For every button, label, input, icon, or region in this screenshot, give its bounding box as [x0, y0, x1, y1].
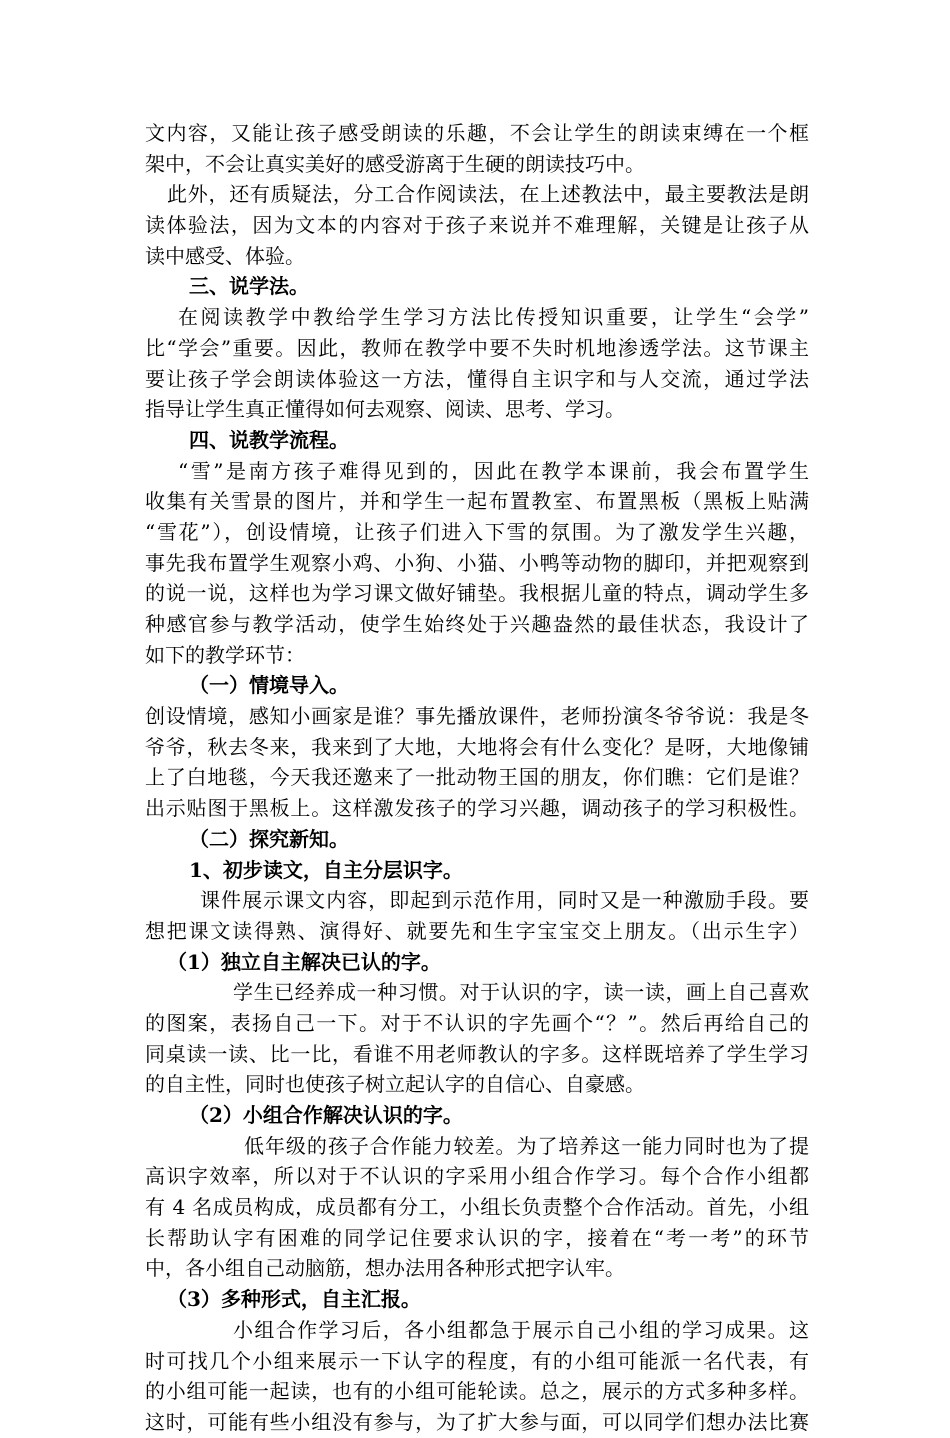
document-page [145, 118, 809, 1438]
text-line: 架中，不会让真实美好的感受游离于生硬的朗读技巧中。 [145, 151, 645, 176]
text-line: 事先我布置学生观察小鸡、小狗、小猫、小鸭等动物的脚印，并把观察到 [145, 550, 809, 575]
text-line: 学生已经养成一种习惯。对于认识的字，读一读，画上自己喜欢 [233, 980, 809, 1005]
text-line: 时可找几个小组来展示一下认字的程度，有的小组可能派一名代表，有 [145, 1348, 809, 1373]
section-heading: 三、说学法。 [189, 274, 309, 299]
text-line: 在阅读教学中教给学生学习方法比传授知识重要，让学生“会学” [178, 305, 809, 330]
text-line: 读中感受、体验。 [145, 243, 305, 268]
text-line: 种感官参与教学活动，使学生始终处于兴趣盎然的最佳状态，我设计了 [145, 612, 809, 636]
text-line: 想把课文读得熟、演得好、就要先和生字宝宝交上朋友。（出示生字） [145, 918, 809, 943]
text-line: 爷爷，秋去冬来，我来到了大地，大地将会有什么变化？是呀，大地像铺 [145, 734, 809, 759]
text-line: 此外，还有质疑法，分工合作阅读法，在上述教法中，最主要教法是朗 [167, 182, 809, 207]
section-heading: 1、初步读文，自主分层识字。 [189, 857, 463, 882]
section-heading: （2）小组合作解决认识的字。 [189, 1103, 463, 1127]
text-line: 课件展示课文内容，即起到示范作用，同时又是一种激励手段。要 [200, 888, 809, 913]
text-line: 指导让学生真正懂得如何去观察、阅读、思考、学习。 [145, 397, 625, 422]
section-heading: 四、说教学流程。 [189, 427, 349, 452]
section-heading: （二）探究新知。 [189, 826, 349, 851]
text-line: 低年级的孩子合作能力较差。为了培养这一能力同时也为了提 [244, 1133, 809, 1158]
text-line: 读体验法，因为文本的内容对于孩子来说并不难理解，关键是让孩子从 [145, 213, 809, 238]
section-heading: （一）情境导入。 [189, 673, 349, 698]
text-line: 中，各小组自己动脑筋，想办法用各种形式把字认牢。 [145, 1256, 625, 1281]
text-line: 收集有关雪景的图片，并和学生一起布置教室、布置黑板（黑板上贴满 [145, 489, 809, 514]
text-line: 的说一说，这样也为学习课文做好铺垫。我根据儿童的特点，调动学生多 [145, 581, 809, 606]
text-line: 长帮助认字有困难的同学记住要求认识的字，接着在“考一考”的环节 [145, 1225, 809, 1250]
text-line: 出示贴图于黑板上。这样激发孩子的学习兴趣，调动孩子的学习积极性。 [145, 796, 809, 821]
text-line: 要让孩子学会朗读体验这一方法，懂得自主识字和与人交流，通过学法 [145, 366, 809, 391]
text-line: 小组合作学习后，各小组都急于展示自己小组的学习成果。这 [233, 1317, 809, 1342]
text-line: 有 4 名成员构成，成员都有分工，小组长负责整个合作活动。首先，小组 [145, 1195, 809, 1220]
text-line: “雪花”），创设情境，让孩子们进入下雪的氛围。为了激发学生兴趣， [145, 519, 809, 544]
section-heading: （1）独立自主解决已认的字。 [167, 949, 441, 974]
text-line: “雪”是南方孩子难得见到的，因此在教学本课前，我会布置学生 [178, 458, 809, 483]
text-line: 如下的教学环节： [145, 642, 305, 667]
text-line: 的自主性，同时也使孩子树立起认字的自信心、自豪感。 [145, 1072, 645, 1097]
text-line: 这时，可能有些小组没有参与，为了扩大参与面，可以同学们想办法比赛 [145, 1409, 809, 1434]
text-line: 高识字效率，所以对于不认识的字采用小组合作学习。每个合作小组都 [145, 1164, 809, 1189]
text-line: 的图案，表扬自己一下。对于不认识的字先画个“？”。然后再给自己的 [145, 1010, 809, 1035]
text-line: 的小组可能一起读，也有的小组可能轮读。总之，展示的方式多种多样。 [145, 1379, 809, 1404]
text-line: 创设情境，感知小画家是谁？事先播放课件，老师扮演冬爷爷说：我是冬 [145, 704, 809, 729]
text-line: 文内容，又能让孩子感受朗读的乐趣，不会让学生的朗读束缚在一个框 [145, 121, 809, 145]
text-line: 同桌读一读、比一比，看谁不用老师教认的字多。这样既培养了学生学习 [145, 1041, 809, 1066]
text-line: 比“学会”重要。因此，教师在教学中要不失时机地渗透学法。这节课主 [145, 335, 809, 360]
text-line: 上了白地毯，今天我还邀来了一批动物王国的朋友，你们瞧：它们是谁？ [145, 765, 809, 790]
section-heading: （3）多种形式，自主汇报。 [167, 1287, 421, 1312]
